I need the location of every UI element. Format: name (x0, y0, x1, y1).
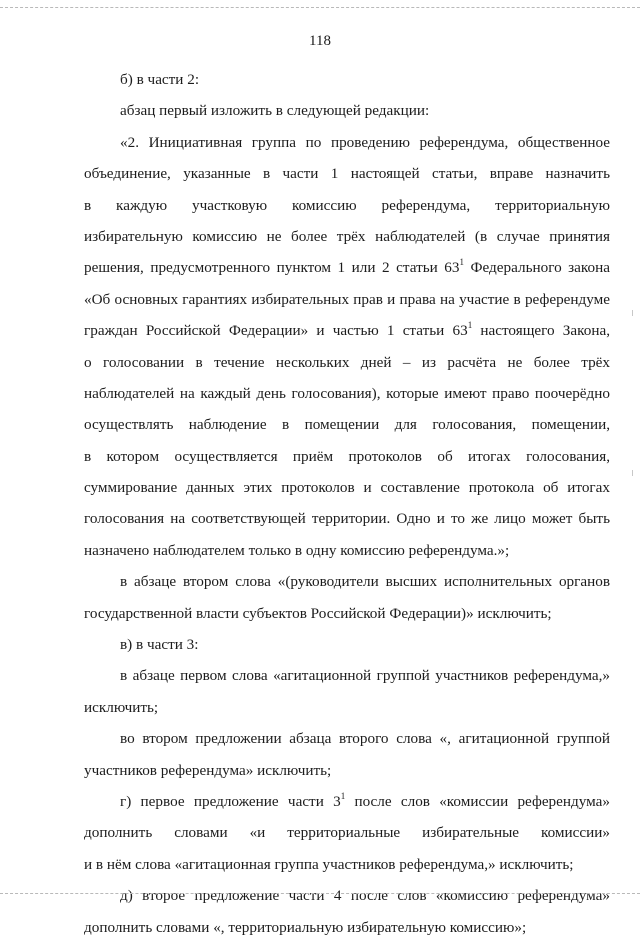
scan-edge-top (0, 7, 640, 8)
text-line-part: после слов «комиссии референдума» (345, 792, 610, 810)
text-line (84, 284, 610, 315)
text-line (84, 629, 610, 660)
text-line (84, 880, 610, 911)
text-line (84, 347, 610, 378)
text-line-part: настоящего Закона, (472, 322, 610, 340)
superscript: 1 (340, 790, 346, 801)
text-line-part: б) в части 2: (120, 71, 200, 88)
superscript: 1 (467, 320, 473, 331)
text-line-part: д) второе предложение части 4 после слов «комиссию референдума» (120, 887, 610, 905)
text-line-part: дополнить словами «и территориальные избирательные комиссии» (84, 824, 610, 842)
text-line-part: в котором осуществляется приём протоколов об итогах голосования, (84, 447, 610, 465)
text-line (84, 817, 610, 848)
text-line-part: назначено наблюдателем только в одну комиссию референдума.»; (84, 541, 510, 559)
text-line (84, 912, 610, 943)
scan-speck (632, 310, 633, 316)
text-line (84, 64, 610, 95)
text-line (84, 755, 610, 786)
document-body (84, 64, 610, 943)
text-line-part: г) первое предложение части 3 (120, 792, 341, 810)
text-line (84, 127, 610, 158)
text-line (84, 378, 610, 409)
text-line (84, 723, 610, 754)
text-line (84, 786, 610, 817)
text-line-part: объединение, указанные в части 1 настоящей статьи, вправе назначить (84, 165, 610, 183)
text-line-part: «Об основных гарантиях избирательных прав и права на участие в референдуме (84, 290, 610, 308)
text-line-part: в каждую участковую комиссию референдума, территориальную (84, 196, 610, 214)
text-line-part: избирательную комиссию не более трёх наблюдателей (в случае принятия (84, 227, 610, 245)
text-line-part: осуществлять наблюдение в помещении для голосования, помещении, (84, 416, 610, 434)
text-line (84, 221, 610, 252)
text-line (84, 849, 610, 880)
text-line-part: голосования на соответствующей территории. Одно и то же лицо может быть (84, 510, 610, 528)
page-number: 118 (309, 33, 331, 49)
text-line (84, 692, 610, 723)
text-line-part: наблюдателей на каждый день голосования), которые имеют право поочерёдно (84, 384, 610, 402)
text-line-part: абзац первый изложить в следующей редакции: (120, 102, 430, 120)
text-line (84, 441, 610, 472)
text-line-part: граждан Российской Федерации» и частью 1 статьи 63 (84, 322, 468, 340)
scan-speck (632, 470, 633, 476)
text-line-part: участников референдума» исключить; (84, 761, 332, 779)
text-line (84, 598, 610, 629)
text-line-part: решения, предусмотренного пунктом 1 или 2 статьи 63 (84, 259, 460, 277)
text-line-part: в) в части 3: (120, 636, 199, 654)
text-line (84, 535, 610, 566)
text-line (84, 409, 610, 440)
text-line-part: суммирование данных этих протоколов и составление протокола об итогах (84, 479, 610, 497)
text-line-part: во втором предложении абзаца второго слова «, агитационной группой (120, 730, 610, 748)
text-line (84, 660, 610, 691)
text-line (84, 252, 610, 283)
text-line (84, 190, 610, 221)
text-line (84, 566, 610, 597)
text-line (84, 158, 610, 189)
text-line-part: Федерального закона (463, 259, 610, 277)
text-line-part: в абзаце втором слова «(руководители высших исполнительных органов (120, 573, 610, 591)
text-line (84, 472, 610, 503)
text-line (84, 315, 610, 346)
text-line-part: о голосовании в течение нескольких дней – из расчёта не более трёх (84, 353, 610, 371)
text-line-part: исключить; (84, 698, 159, 716)
superscript: 1 (459, 257, 464, 268)
text-line-part: государственной власти субъектов Российской Федерации)» исключить; (84, 604, 552, 622)
text-line-part: «2. Инициативная группа по проведению референдума, общественное (120, 133, 610, 151)
text-line-part: дополнить словами «, территориальную избирательную комиссию»; (84, 918, 527, 936)
text-line (84, 503, 610, 534)
text-line-part: и в нём слова «агитационная группа участников референдума,» исключить; (84, 855, 574, 873)
scan-edge-bottom (0, 893, 640, 894)
text-line (84, 95, 610, 126)
text-line-part: в абзаце первом слова «агитационной группой участников референдума,» (120, 667, 610, 685)
